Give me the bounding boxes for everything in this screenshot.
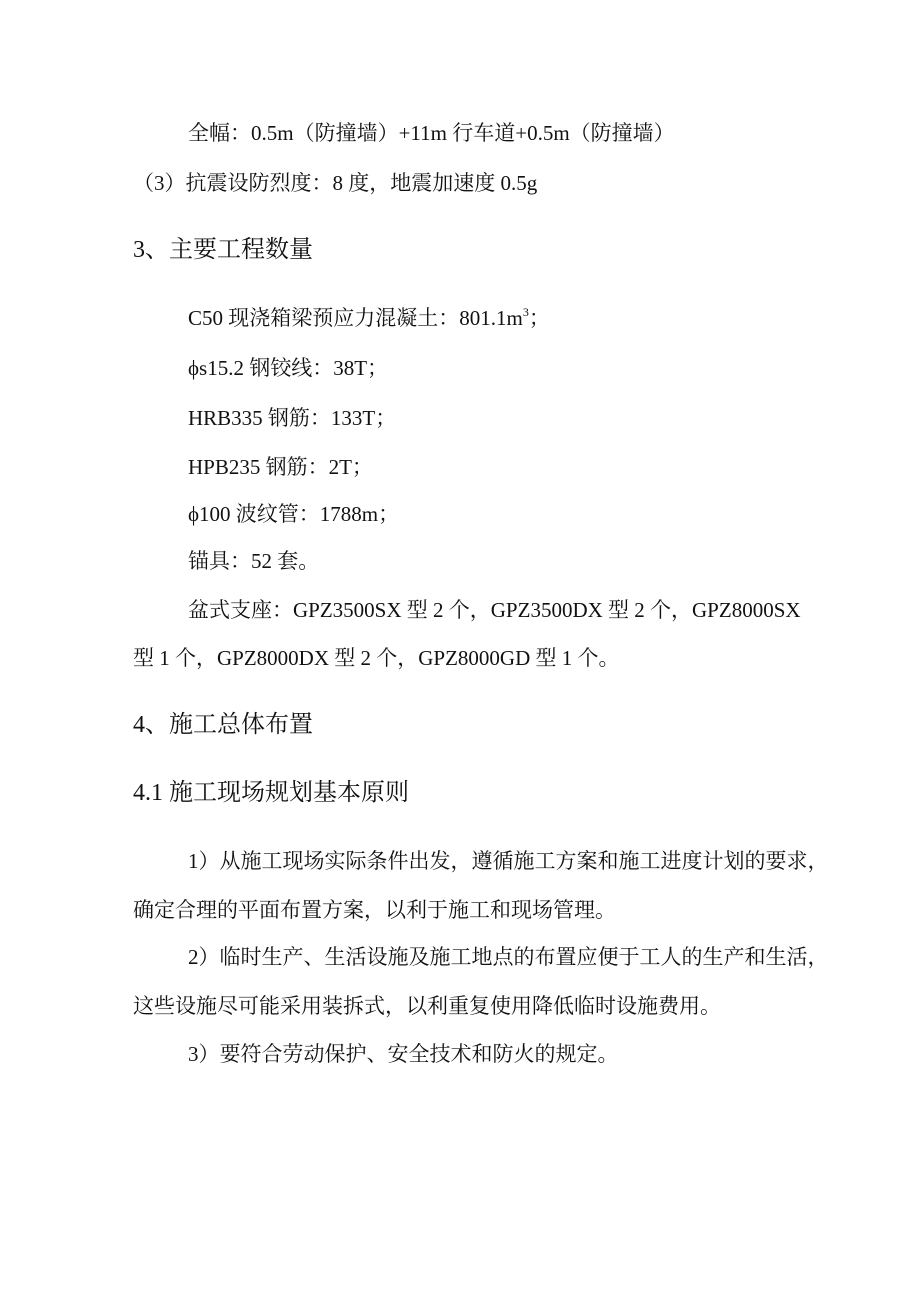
quantity-strand: ϕs15.2 钢铰线：38T； [188, 356, 389, 380]
quantity-bearing-line-1: 盆式支座：GPZ3500SX 型 2 个，GPZ3500DX 型 2 个，GPZ8000SX [188, 598, 801, 622]
quantity-concrete-text: C50 现浇箱梁预应力混凝土：801.1m [188, 306, 523, 330]
subsection-heading-principles: 4.1 施工现场规划基本原则 [133, 780, 409, 806]
section-heading-layout: 4、施工总体布置 [133, 712, 313, 738]
quantity-duct: ϕ100 波纹管：1788m； [188, 502, 400, 526]
width-composition-line: 全幅：0.5m（防撞墙）+11m 行车道+0.5m（防撞墙） [188, 121, 675, 145]
quantity-hpb235: HPB235 钢筋：2T； [188, 455, 373, 479]
principle-3-line: 3）要符合劳动保护、安全技术和防火的规定。 [188, 1042, 619, 1066]
quantity-bearing-line-2: 型 1 个，GPZ8000DX 型 2 个，GPZ8000GD 型 1 个。 [133, 646, 620, 670]
seismic-line: （3）抗震设防烈度：8 度，地震加速度 0.5g [133, 171, 538, 195]
principle-2-line-1: 2）临时生产、生活设施及施工地点的布置应便于工人的生产和生活， [188, 945, 829, 969]
principle-1-line-2: 确定合理的平面布置方案，以利于施工和现场管理。 [133, 898, 616, 922]
quantity-anchorage: 锚具：52 套。 [188, 549, 320, 573]
quantity-concrete [188, 305, 550, 330]
quantity-concrete-suffix: ； [528, 306, 550, 330]
principle-2-line-2: 这些设施尽可能采用装拆式，以利重复使用降低临时设施费用。 [133, 994, 721, 1018]
principle-1-line-1: 1）从施工现场实际条件出发，遵循施工方案和施工进度计划的要求， [188, 849, 829, 873]
quantity-concrete-superscript: 3 [522, 305, 529, 319]
quantity-hrb335: HRB335 钢筋：133T； [188, 406, 397, 430]
section-heading-quantities: 3、主要工程数量 [133, 237, 313, 263]
